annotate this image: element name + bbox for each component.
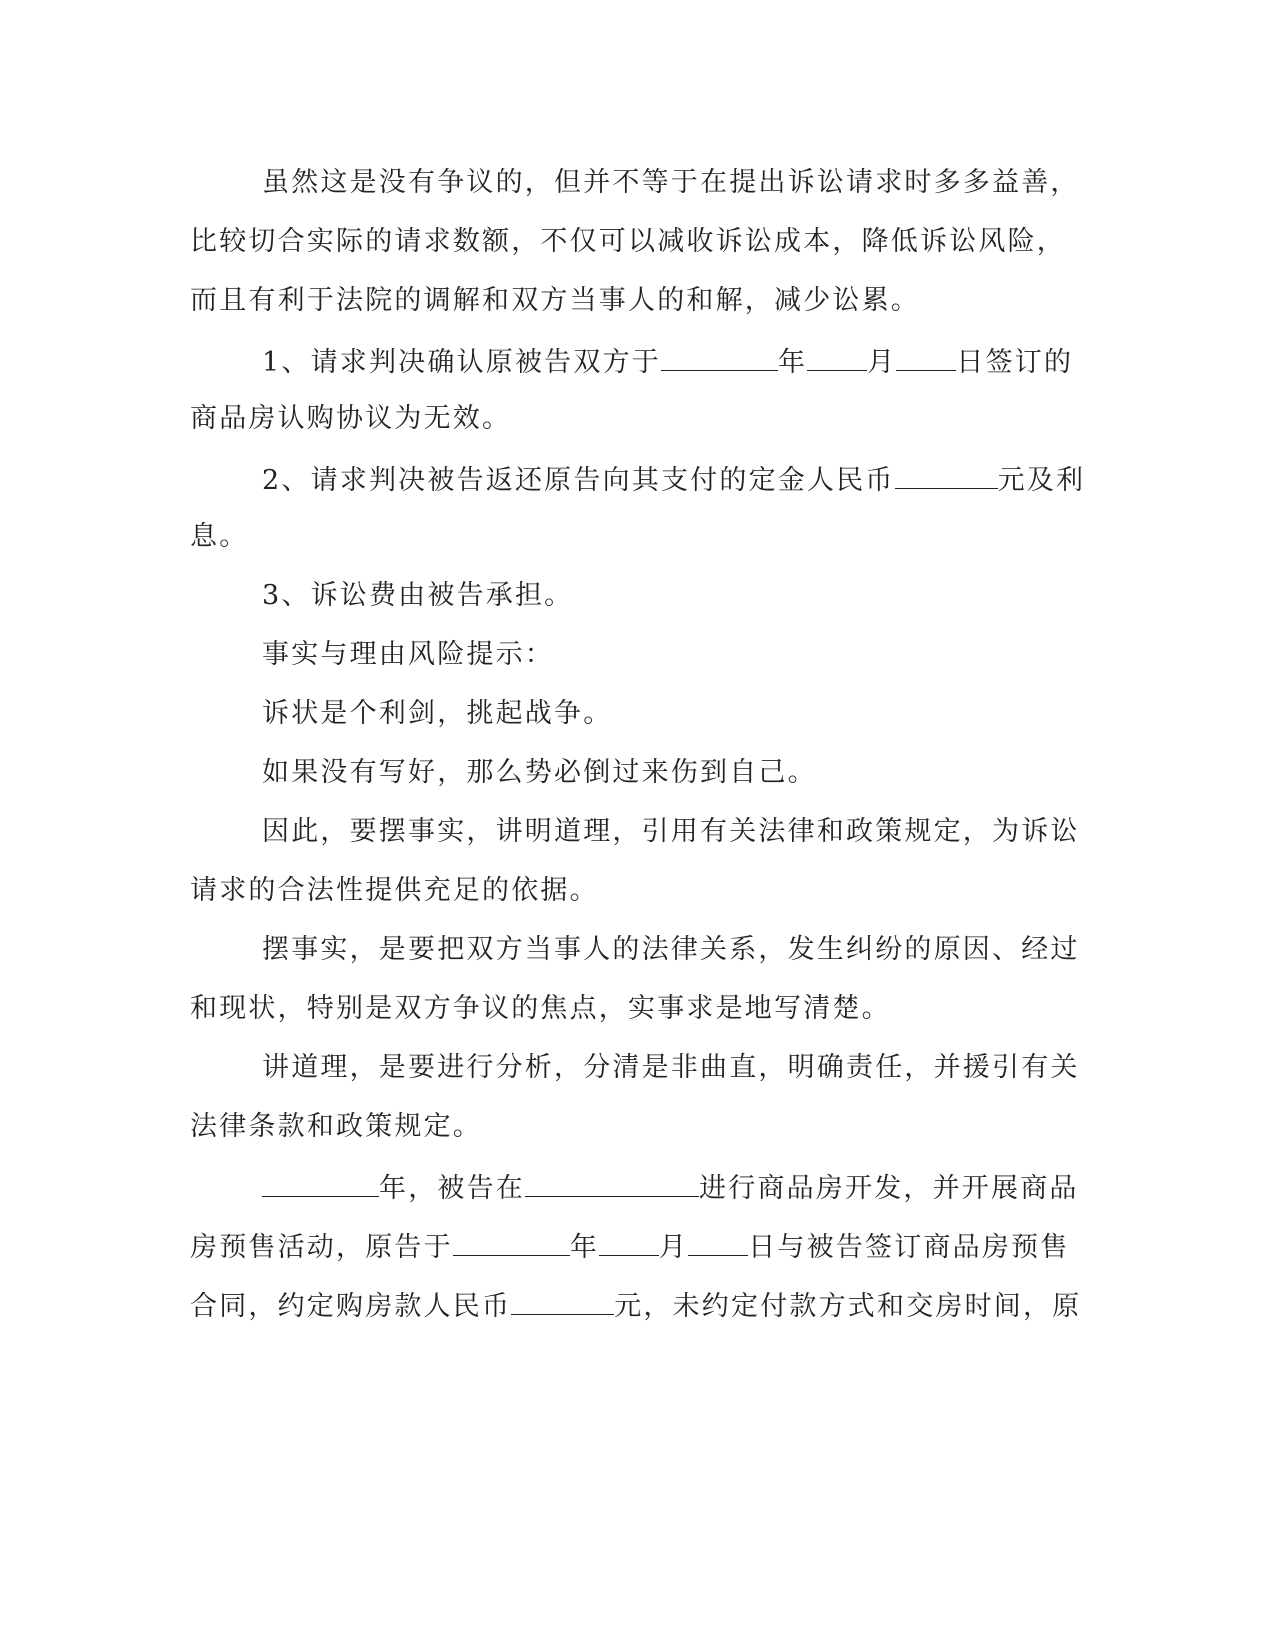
paragraph-5-line-2 [190, 1225, 1069, 1265]
claim-3: 3、诉讼费由被告承担。 [262, 580, 574, 611]
claim-1-line-2: 商品房认购协议为无效。 [190, 403, 512, 434]
claim-1-text-a: 1、请求判决确认原被告双方于 [262, 347, 661, 378]
claim-2-line-1 [190, 458, 1085, 498]
paragraph-4-line-2: 法律条款和政策规定。 [190, 1111, 482, 1142]
blank-deposit-amount [895, 458, 998, 489]
sentence-1: 诉状是个利剑，挑起战争。 [262, 698, 613, 729]
paragraph-2-line-1: 因此，要摆事实，讲明道理，引用有关法律和政策规定，为诉讼 [262, 816, 1080, 847]
claim-2-text-b: 元及利 [997, 465, 1086, 496]
paragraph-5-text-d: 年 [569, 1232, 600, 1263]
paragraph-1-line-2: 比较切合实际的请求数额，不仅可以减收诉讼成本，降低诉讼风险， [190, 226, 1066, 257]
paragraph-5-text-h: 元，未约定付款方式和交房时间，原 [614, 1291, 1082, 1322]
claim-1-line-1 [190, 340, 1073, 380]
paragraph-5-text-c: 房预售活动，原告于 [190, 1232, 453, 1263]
paragraph-5-text-b: 进行商品房开发，并开展商品 [699, 1173, 1079, 1204]
paragraph-5-line-3 [190, 1284, 1081, 1324]
claim-1-text-d: 日签订的 [956, 347, 1074, 378]
paragraph-3-line-1: 摆事实，是要把双方当事人的法律关系，发生纠纷的原因、经过 [262, 934, 1080, 965]
paragraph-5-line-1 [190, 1166, 1079, 1206]
blank-month [599, 1225, 659, 1256]
paragraph-5-text-e: 月 [659, 1232, 689, 1263]
paragraph-5-text-f: 日与被告签订商品房预售 [748, 1232, 1070, 1263]
sentence-2: 如果没有写好，那么势必倒过来伤到自己。 [262, 757, 817, 788]
paragraph-5-text-a: 年，被告在 [379, 1173, 525, 1204]
section-heading: 事实与理由风险提示： [262, 639, 554, 670]
paragraph-1-line-1: 虽然这是没有争议的，但并不等于在提出诉讼请求时多多益善， [262, 167, 1080, 198]
blank-price-amount [511, 1284, 614, 1315]
claim-1-text-b: 年 [777, 347, 808, 378]
paragraph-4-line-1: 讲道理，是要进行分析，分清是非曲直，明确责任，并援引有关 [262, 1052, 1080, 1083]
paragraph-3-line-2: 和现状，特别是双方争议的焦点，实事求是地写清楚。 [190, 993, 891, 1024]
claim-1-text-c: 月 [867, 347, 897, 378]
paragraph-2-line-2: 请求的合法性提供充足的依据。 [190, 875, 599, 906]
blank-day [688, 1225, 748, 1256]
blank-year [262, 1166, 379, 1197]
blank-year [661, 340, 778, 371]
blank-month [807, 340, 867, 371]
blank-year [453, 1225, 570, 1256]
paragraph-5-text-g: 合同，约定购房款人民币 [190, 1291, 512, 1322]
paragraph-1-line-3: 而且有利于法院的调解和双方当事人的和解，减少讼累。 [190, 285, 920, 316]
claim-2-line-2: 息。 [190, 521, 249, 552]
blank-location [525, 1166, 699, 1197]
claim-2-text-a: 2、请求判决被告返还原告向其支付的定金人民币 [262, 465, 895, 496]
blank-day [896, 340, 956, 371]
